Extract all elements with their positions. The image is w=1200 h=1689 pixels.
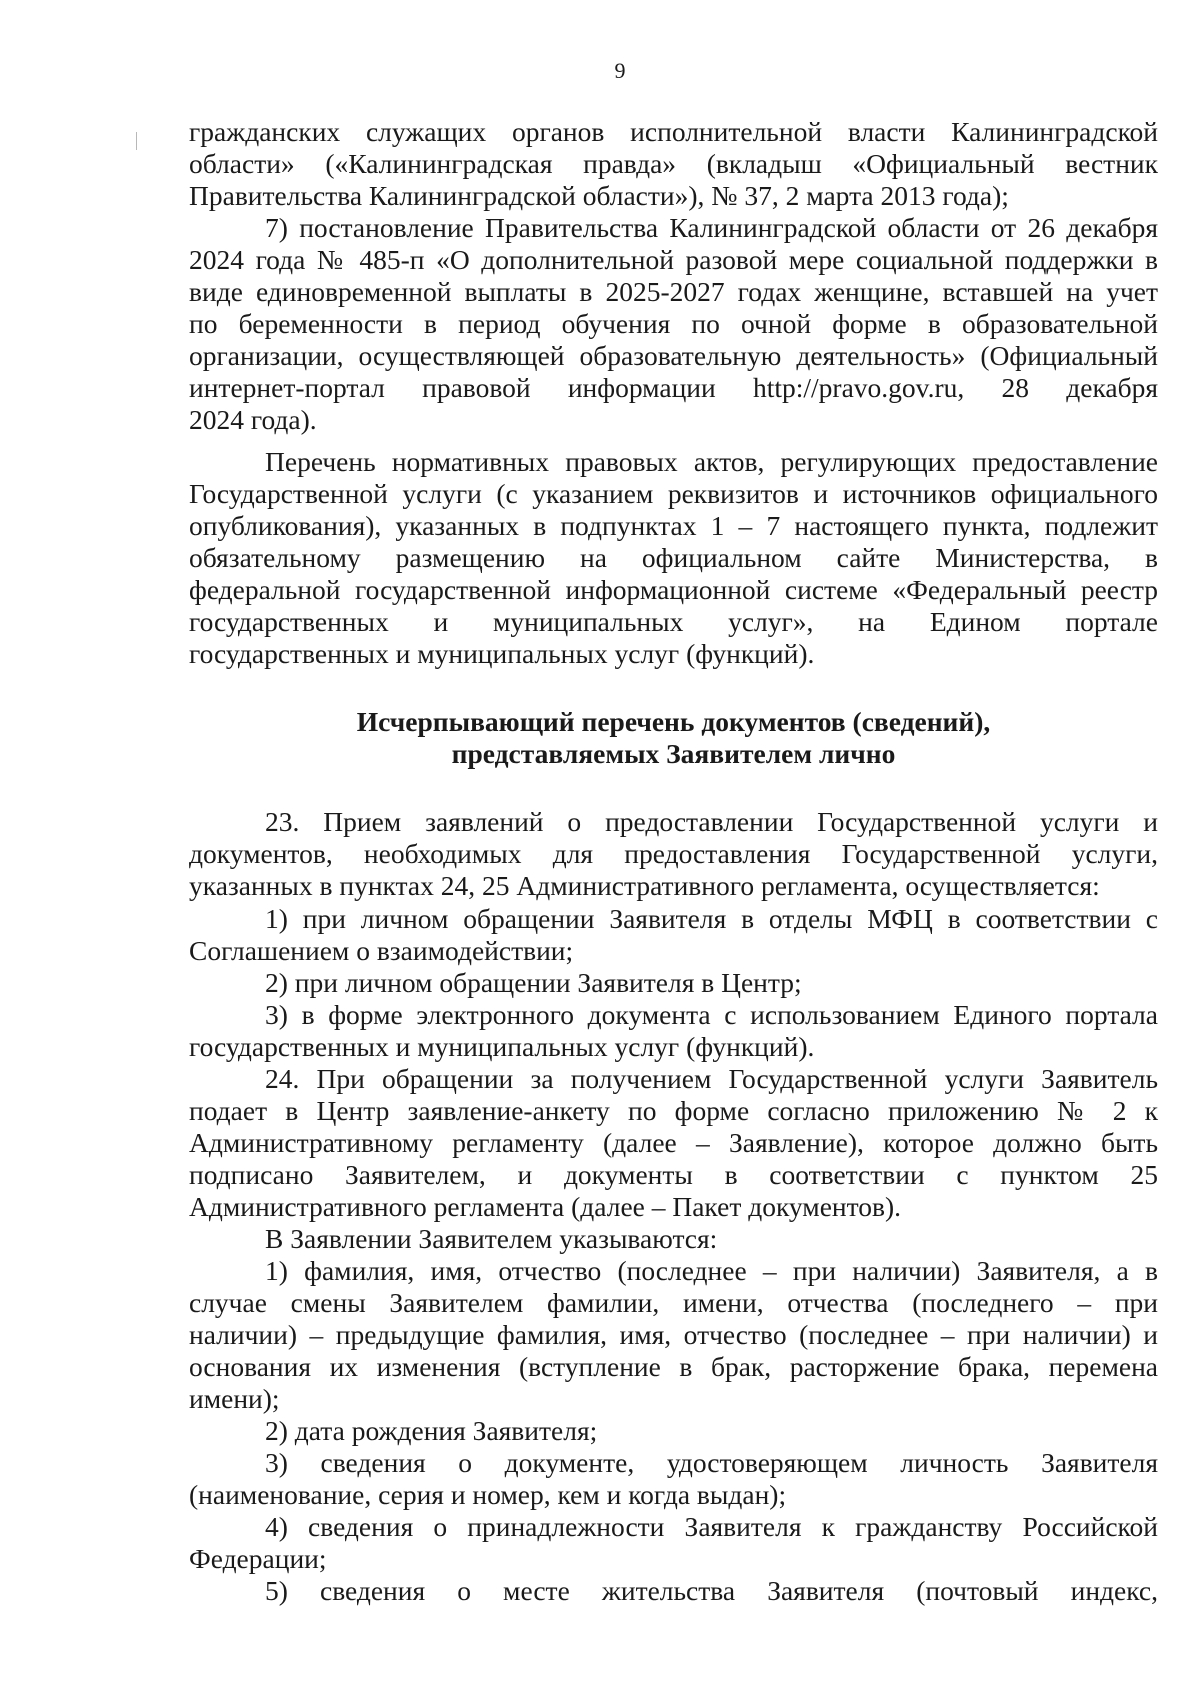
text-line: 3) в форме электронного документа с использованием Единого портала (265, 999, 1158, 1030)
text-line: 3) сведения о документе, удостоверяющем личность Заявителя (265, 1447, 1158, 1478)
text-line: наличии) – предыдущие фамилия, имя, отчество (последнее – при наличии) и (189, 1319, 1158, 1350)
text-line: (наименование, серия и номер, кем и когда выдан); (189, 1479, 787, 1510)
page-number: 9 (614, 58, 626, 83)
text-line: обязательному размещению на официальном сайте Министерства, в (189, 542, 1158, 573)
text-line: имени); (189, 1383, 280, 1414)
text-line: подает в Центр заявление-анкету по форме согласно приложению № 2 к (189, 1095, 1158, 1126)
text-line: по беременности в период обучения по очной форме в образовательной (189, 308, 1158, 339)
text-line: 2024 года). (189, 404, 317, 435)
text-line: федеральной государственной информационной системе «Федеральный реестр (189, 574, 1158, 605)
text-line: Федерации; (189, 1543, 327, 1574)
text-line: 4) сведения о принадлежности Заявителя к гражданству Российской (265, 1511, 1158, 1542)
text-line: 1) при личном обращении Заявителя в отделы МФЦ в соответствии с (265, 903, 1158, 934)
text-line: опубликования), указанных в подпунктах 1 – 7 настоящего пункта, подлежит (189, 510, 1158, 541)
text-line: Административному регламенту (далее – Заявление), которое должно быть (189, 1127, 1158, 1158)
text-line: Правительства Калининградской области»), № 37, 2 марта 2013 года); (189, 180, 1009, 211)
section-heading: представляемых Заявителем лично (451, 738, 896, 769)
margin-mark (136, 132, 137, 150)
text-line: 2) при личном обращении Заявителя в Центр; (265, 967, 802, 998)
text-line: случае смены Заявителем фамилии, имени, отчества (последнего – при (189, 1287, 1158, 1318)
text-line: 2) дата рождения Заявителя; (265, 1415, 598, 1446)
section-heading: Исчерпывающий перечень документов (сведений), (356, 706, 991, 737)
text-line: 2024 года № 485-п «О дополнительной разовой мере социальной поддержки в (189, 244, 1158, 275)
text-line: области» («Калининградская правда» (вкладыш «Официальный вестник (189, 148, 1158, 179)
text-line: государственных и муниципальных услуг (функций). (189, 1031, 815, 1062)
text-line: Перечень нормативных правовых актов, регулирующих предоставление (265, 446, 1158, 477)
text-line: Государственной услуги (с указанием реквизитов и источников официального (189, 478, 1158, 509)
text-line: Административного регламента (далее – Пакет документов). (189, 1191, 902, 1222)
text-line: основания их изменения (вступление в брак, расторжение брака, перемена (189, 1351, 1158, 1382)
text-line: гражданских служащих органов исполнительной власти Калининградской (189, 116, 1158, 147)
text-line: виде единовременной выплаты в 2025-2027 годах женщине, вставшей на учет (189, 276, 1158, 307)
text-line: В Заявлении Заявителем указываются: (265, 1223, 718, 1254)
text-line: государственных и муниципальных услуг», на Едином портале (189, 606, 1158, 637)
text-line: организации, осуществляющей образовательную деятельность» (Официальный (189, 340, 1158, 371)
text-line: 24. При обращении за получением Государственной услуги Заявитель (265, 1063, 1158, 1094)
text-line: документов, необходимых для предоставления Государственной услуги, (189, 838, 1158, 869)
text-line: подписано Заявителем, и документы в соответствии с пунктом 25 (189, 1159, 1158, 1190)
text-line: государственных и муниципальных услуг (функций). (189, 638, 815, 669)
text-line: 7) постановление Правительства Калининградской области от 26 декабря (265, 212, 1158, 243)
text-line: интернет-портал правовой информации http://pravo.gov.ru, 28 декабря (189, 372, 1158, 403)
text-line: 5) сведения о месте жительства Заявителя (почтовый индекс, (265, 1575, 1158, 1606)
text-line: 1) фамилия, имя, отчество (последнее – при наличии) Заявителя, а в (265, 1255, 1158, 1286)
text-line: указанных в пунктах 24, 25 Административного регламента, осуществляется: (189, 870, 1100, 901)
text-line: Соглашением о взаимодействии; (189, 935, 574, 966)
text-line: 23. Прием заявлений о предоставлении Государственной услуги и (265, 806, 1158, 837)
